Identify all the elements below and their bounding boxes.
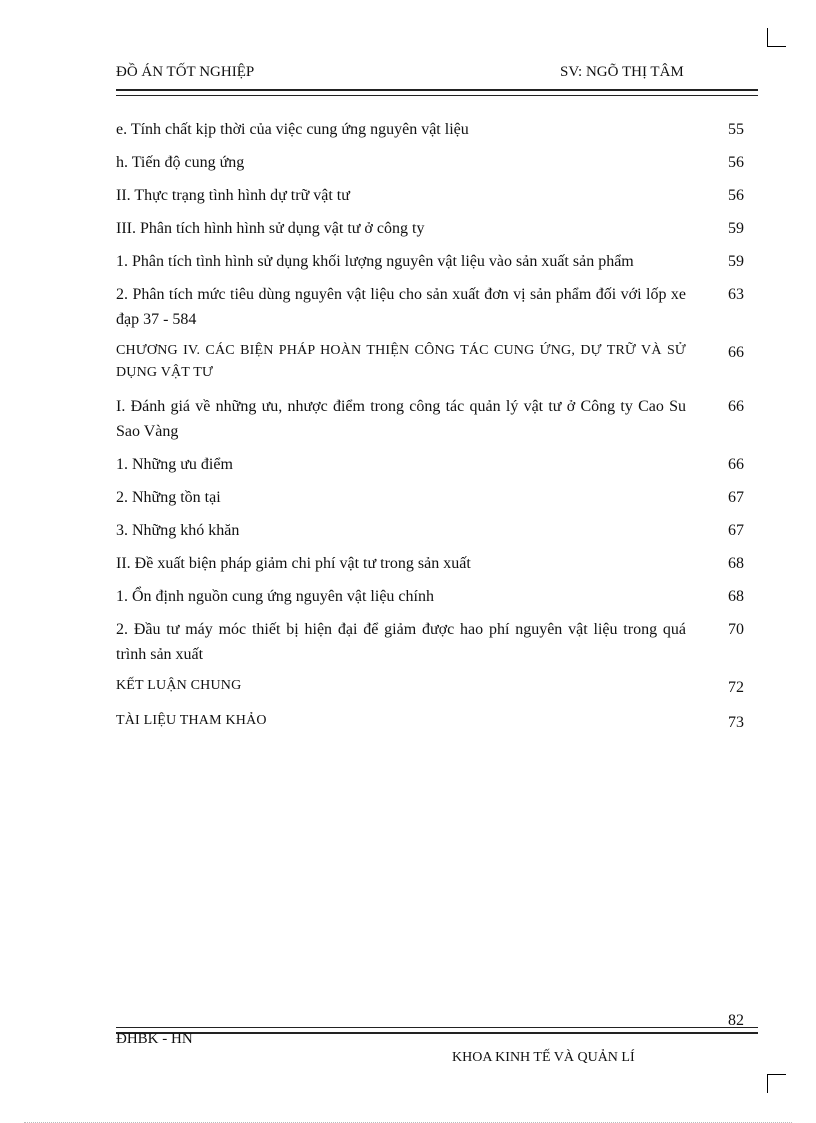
toc-entry-page: 56	[728, 154, 744, 171]
toc-entry-conclusion	[116, 675, 744, 700]
toc-entry	[116, 216, 744, 241]
toc-entry-page: 73	[728, 714, 744, 731]
toc-entry-text: 1. Phân tích tình hình sử dụng khối lượng nguyên vật liệu vào sản xuất sản phẩm	[116, 253, 634, 270]
toc-entry-text: 2. Đầu tư máy móc thiết bị hiện đại để giảm được hao phí nguyên vật liệu trong quá trình sản xuất	[116, 621, 686, 663]
footer-rule	[116, 1027, 758, 1034]
toc-entry	[116, 518, 744, 543]
toc-entry-text: TÀI LIỆU THAM KHẢO	[116, 713, 267, 728]
toc-entry-page: 66	[728, 398, 744, 415]
toc-entry	[116, 183, 744, 208]
toc-entry	[116, 117, 744, 142]
toc-entry	[116, 150, 744, 175]
corner-mark-top-right	[767, 28, 786, 47]
page-header	[116, 64, 758, 86]
toc-entry-page: 70	[728, 621, 744, 638]
toc-entry-text: 2. Những tồn tại	[116, 489, 221, 506]
toc-entry	[116, 551, 744, 576]
toc-entry-text: CHƯƠNG IV. CÁC BIỆN PHÁP HOÀN THIỆN CÔNG TÁC CUNG ỨNG, DỰ TRỮ VÀ SỬ DỤNG VẬT TƯ	[116, 343, 686, 380]
toc-entry-chapter	[116, 340, 744, 384]
header-rule	[116, 89, 758, 96]
toc-entry-text: 3. Những khó khăn	[116, 522, 240, 539]
toc-entry-text: KẾT LUẬN CHUNG	[116, 678, 242, 693]
toc-entry-page: 55	[728, 121, 744, 138]
toc-entry-text: 1. Những ưu điểm	[116, 456, 233, 473]
toc-entry-text: 1. Ổn định nguồn cung ứng nguyên vật liệu chính	[116, 588, 434, 605]
toc-entry-page: 67	[728, 489, 744, 506]
toc-entry	[116, 394, 744, 444]
table-of-contents	[116, 115, 744, 735]
toc-entry-page: 68	[728, 555, 744, 572]
toc-entry	[116, 249, 744, 274]
header-student: SV: NGÕ THỊ TÂM	[560, 64, 684, 80]
toc-entry-page: 66	[728, 344, 744, 361]
toc-entry-text: e. Tính chất kịp thời của việc cung ứng nguyên vật liệu	[116, 121, 469, 138]
footer-university: ĐHBK - HN	[116, 1031, 193, 1047]
toc-entry-page: 59	[728, 253, 744, 270]
corner-mark-bottom-right	[767, 1074, 786, 1093]
toc-entry-page: 63	[728, 286, 744, 303]
toc-entry-text: II. Đề xuất biện pháp giảm chi phí vật tư trong sản xuất	[116, 555, 471, 572]
toc-entry	[116, 485, 744, 510]
toc-entry	[116, 617, 744, 667]
page-number: 82	[728, 1012, 744, 1029]
toc-entry-text: 2. Phân tích mức tiêu dùng nguyên vật liệu cho sản xuất đơn vị sản phẩm đối với lốp xe đạp 37 - 584	[116, 286, 686, 328]
toc-entry-page: 66	[728, 456, 744, 473]
toc-entry-page: 59	[728, 220, 744, 237]
toc-entry	[116, 584, 744, 609]
toc-entry-page: 67	[728, 522, 744, 539]
toc-entry-text: III. Phân tích hình hình sử dụng vật tư ở công ty	[116, 220, 425, 237]
header-title: ĐỒ ÁN TỐT NGHIỆP	[116, 64, 255, 80]
toc-entry	[116, 282, 744, 332]
toc-entry-text: I. Đánh giá về những ưu, nhược điểm trong công tác quản lý vật tư ở Công ty Cao Su Sao Vàng	[116, 398, 686, 440]
toc-entry-page: 68	[728, 588, 744, 605]
toc-entry-text: h. Tiến độ cung ứng	[116, 154, 245, 171]
toc-entry-page: 72	[728, 679, 744, 696]
toc-entry-references	[116, 710, 744, 735]
toc-entry-text: II. Thực trạng tình hình dự trữ vật tư	[116, 187, 350, 204]
toc-entry	[116, 452, 744, 477]
toc-entry-page: 56	[728, 187, 744, 204]
footer-faculty: KHOA KINH TẾ VÀ QUẢN LÍ	[452, 1050, 635, 1065]
